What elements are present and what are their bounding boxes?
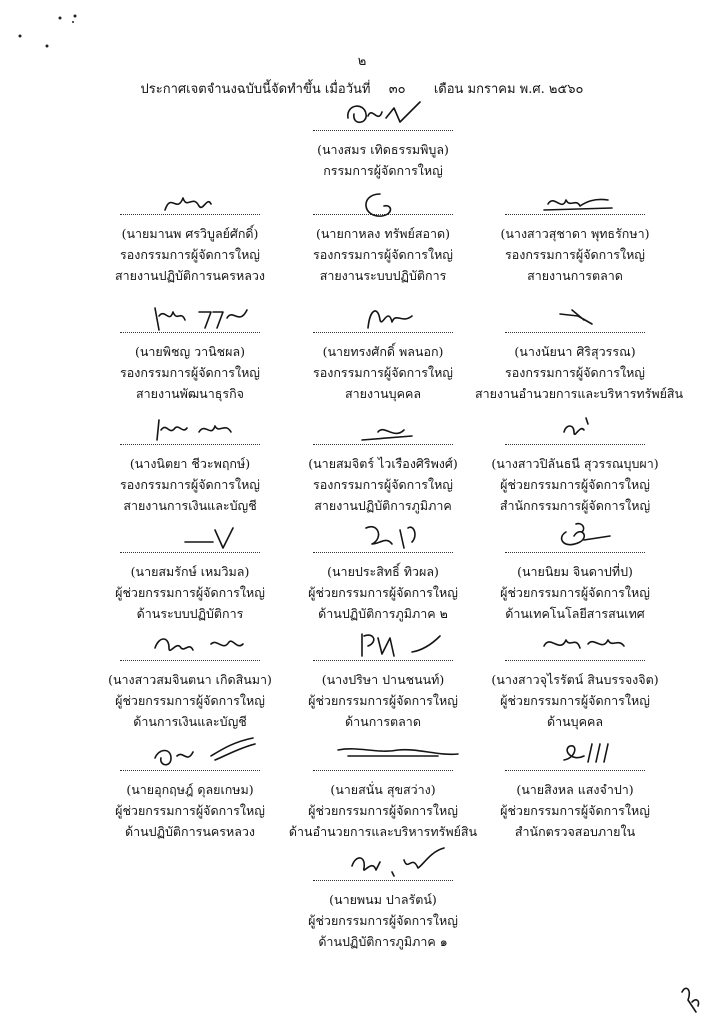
handwritten-signature: [500, 186, 650, 222]
handwritten-signature: [115, 410, 265, 446]
signatory-block: [475, 736, 675, 842]
header-text: ประกาศเจตจำนงฉบับนี้จัดทำขึ้น เมื่อวันที่: [140, 82, 371, 97]
signatory-title: ผู้ช่วยกรรมการผู้จัดการใหญ่: [500, 585, 650, 600]
signatory-block: [283, 298, 483, 404]
signatory-name: (นางสาวจุไรรัตน์ สินบรรจงจิต): [491, 672, 659, 687]
signatory-unit: ด้านอำนวยการและบริหารทรัพย์สิน: [288, 824, 478, 839]
handwritten-signature: [308, 846, 458, 882]
signatory-title: ผู้ช่วยกรรมการผู้จัดการใหญ่: [500, 693, 650, 708]
signatory-block: [475, 410, 675, 516]
signatory-name: (นางนัยนา ศิริสุวรรณ): [514, 344, 636, 359]
handwritten-signature: [115, 626, 265, 662]
signatory-name: (นางปริษา ปานชนนท์): [321, 672, 445, 687]
signatory-unit: สายงานการตลาด: [527, 268, 623, 283]
handwritten-signature: [308, 186, 458, 222]
signatory-unit: สายงานอำนวยการและบริหารทรัพย์สิน: [475, 386, 684, 401]
handwritten-signature: [500, 410, 650, 446]
signatory-name: (นางนิตยา ชีวะพฤกษ์): [129, 456, 251, 471]
signatory-title: รองกรรมการผู้จัดการใหญ่: [505, 365, 645, 380]
signatory-title: รองกรรมการผู้จัดการใหญ่: [120, 477, 260, 492]
header-day: ๓๐: [388, 82, 406, 97]
signatory-name: (นายประสิทธิ์ ทิวผล): [327, 564, 439, 579]
signatory-block: [283, 96, 483, 181]
page-number: ๒: [357, 54, 367, 69]
signatory-unit: ด้านบุคคล: [547, 714, 603, 729]
handwritten-signature: [115, 736, 265, 772]
signatory-name: (นางสาวสุชาดา พุทธรักษา): [500, 226, 650, 241]
signatory-block: [283, 736, 483, 842]
signatory-block: [475, 186, 675, 286]
signatory-unit: สายงานบุคคล: [345, 386, 421, 401]
signatory-unit: ด้านระบบปฏิบัติการ: [136, 606, 244, 621]
signatory-name: (นายทรงศักดิ์ พลนอก): [322, 344, 444, 359]
signatory-name: (นายอุกฤษฎ์ ดุลยเกษม): [126, 782, 254, 797]
signatory-name: (นายสิงหล แสงจำปา): [516, 782, 634, 797]
signatory-unit: สายงานระบบปฏิบัติการ: [319, 268, 447, 283]
signatory-title: รองกรรมการผู้จัดการใหญ่: [313, 247, 453, 262]
signatory-title: ผู้ช่วยกรรมการผู้จัดการใหญ่: [308, 585, 458, 600]
signatory-name: (นายสนั่น สุขสว่าง): [330, 782, 436, 797]
signatory-title: ผู้ช่วยกรรมการผู้จัดการใหญ่: [115, 693, 265, 708]
signatory-title: ผู้ช่วยกรรมการผู้จัดการใหญ่: [500, 803, 650, 818]
signatory-title: ผู้ช่วยกรรมการผู้จัดการใหญ่: [308, 913, 458, 928]
signatory-unit: สำนักกรรมการผู้จัดการใหญ่: [499, 498, 651, 513]
handwritten-signature: [308, 298, 458, 334]
signatory-title: ผู้ช่วยกรรมการผู้จัดการใหญ่: [308, 693, 458, 708]
header-month: เดือน มกราคม พ.ศ. ๒๕๖๐: [433, 82, 584, 97]
signatory-name: (นางสาวสมจินตนา เกิดสินมา): [108, 672, 272, 687]
signatory-block: [475, 518, 675, 624]
handwritten-signature: [115, 518, 265, 554]
signatory-block: [283, 518, 483, 624]
signatory-name: (นายนิยม จินดาปที่ป): [517, 564, 633, 579]
handwritten-signature: [500, 518, 650, 554]
signatory-title: กรรมการผู้จัดการใหญ่: [323, 163, 443, 178]
handwritten-signature: [308, 626, 458, 662]
signatory-title: รองกรรมการผู้จัดการใหญ่: [120, 247, 260, 262]
signatory-title: ผู้ช่วยกรรมการผู้จัดการใหญ่: [115, 803, 265, 818]
signatory-name: (นางสมร เทิดธรรมพิบูล): [317, 142, 449, 157]
signatory-title: รองกรรมการผู้จัดการใหญ่: [505, 247, 645, 262]
signatory-block: [283, 846, 483, 952]
signatory-block: [90, 736, 290, 842]
signatory-block: [283, 410, 483, 516]
handwritten-signature: [115, 186, 265, 222]
signatory-unit: ด้านปฏิบัติการภูมิภาค ๒: [318, 606, 448, 621]
signatory-unit: สำนักตรวจสอบภายใน: [514, 824, 636, 839]
signatory-name: (นายมานพ ศรวิบูลย์ศักดิ์): [121, 226, 259, 241]
handwritten-signature: [308, 518, 458, 554]
handwritten-signature: [308, 96, 458, 132]
signatory-block: [90, 626, 290, 732]
signatory-title: รองกรรมการผู้จัดการใหญ่: [313, 477, 453, 492]
handwritten-signature: [500, 298, 650, 334]
signatory-block: [475, 626, 675, 732]
signatory-block: [283, 186, 483, 286]
signatory-name: (นายสมจิตร์ ไวเรืองศิริพงศ์): [308, 456, 458, 471]
signatory-block: [90, 518, 290, 624]
signatory-block: [90, 410, 290, 516]
page-initial-mark: [676, 978, 706, 1018]
handwritten-signature: [500, 626, 650, 662]
signatory-name: (นางสาวปิลันธนี สุวรรณบุบผา): [491, 456, 659, 471]
signatory-unit: สายงานปฏิบัติการนครหลวง: [115, 268, 265, 283]
signatory-unit: ด้านการเงินและบัญชี: [133, 714, 247, 729]
signatory-title: ผู้ช่วยกรรมการผู้จัดการใหญ่: [115, 585, 265, 600]
signatory-title: ผู้ช่วยกรรมการผู้จัดการใหญ่: [308, 803, 458, 818]
signatory-block: [90, 298, 290, 404]
signatory-title: รองกรรมการผู้จัดการใหญ่: [313, 365, 453, 380]
signatory-unit: ด้านปฏิบัติการนครหลวง: [124, 824, 255, 839]
signatory-title: ผู้ช่วยกรรมการผู้จัดการใหญ่: [500, 477, 650, 492]
signatory-unit: สายงานปฏิบัติการภูมิภาค: [314, 498, 452, 513]
signatory-block: [475, 298, 684, 404]
handwritten-signature: [308, 410, 458, 446]
signatory-name: (นายพนม ปาลรัตน์): [329, 892, 437, 907]
signatory-unit: สายงานพัฒนาธุรกิจ: [136, 386, 244, 401]
signatory-unit: ด้านปฏิบัติการภูมิภาค ๑: [318, 934, 448, 949]
signatory-name: (นายสมรักษ์ เหมวิมล): [130, 564, 250, 579]
handwritten-signature: [500, 736, 650, 772]
signatory-name: (นายพิชญ วานิชผล): [134, 344, 246, 359]
signatory-unit: สายงานการเงินและบัญชี: [123, 498, 257, 513]
handwritten-signature: [308, 736, 458, 772]
signatory-unit: ด้านการตลาด: [345, 714, 421, 729]
signatory-block: [90, 186, 290, 286]
signatory-block: [283, 626, 483, 732]
signatory-unit: ด้านเทคโนโลยีสารสนเทศ: [505, 606, 645, 621]
signatory-name: (นายกาหลง ทรัพย์สอาด): [316, 226, 450, 241]
signatory-title: รองกรรมการผู้จัดการใหญ่: [120, 365, 260, 380]
handwritten-signature: [115, 298, 265, 334]
